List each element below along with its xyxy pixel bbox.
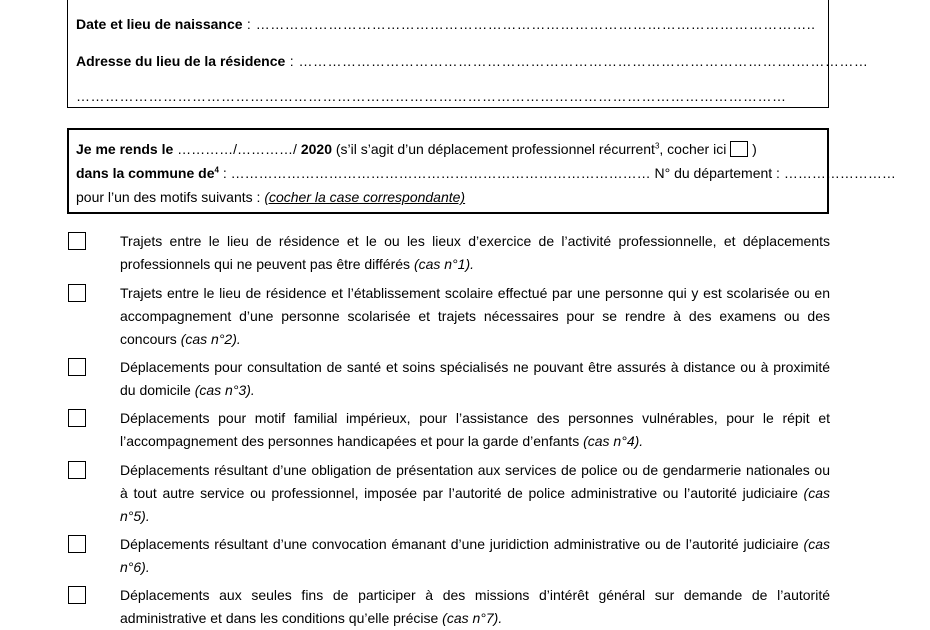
motifs-hint: (cocher la case correspondante) — [264, 189, 466, 205]
commune-row — [76, 165, 896, 181]
motif-case-7: (cas n°7). — [442, 610, 503, 626]
birth-label: Date et lieu de naissance — [76, 16, 243, 32]
motif-checkbox-5[interactable] — [68, 461, 86, 479]
motif-checkbox-1[interactable] — [68, 232, 86, 250]
address-line2[interactable] — [76, 88, 787, 104]
motif-checkbox-7[interactable] — [68, 586, 86, 604]
motif-checkbox-4[interactable] — [68, 409, 86, 427]
address-field-line2[interactable]: ………………………………………………………………………………………………………………………………… — [76, 88, 787, 104]
motif-text-2 — [120, 282, 830, 351]
motif-case-3: (cas n°3). — [194, 382, 255, 398]
motif-checkbox-3[interactable] — [68, 358, 86, 376]
commune-label: dans la commune de — [76, 165, 215, 181]
date-field[interactable]: …………/…………/ — [173, 141, 301, 157]
address-row — [76, 53, 868, 69]
motif-desc-3: Déplacements pour consultation de santé et soins spécialisés ne pouvant être assurés à distance ou à proximité du domicile — [120, 359, 830, 398]
motif-text-6 — [120, 533, 830, 579]
motif-text-1 — [120, 230, 830, 276]
motif-text-4 — [120, 407, 830, 453]
motif-desc-6: Déplacements résultant d’une convocation émanant d’une juridiction administrative ou de l’autorité judiciaire — [120, 536, 804, 552]
footnote-3: 3 — [654, 141, 660, 151]
birth-field[interactable]: : …………………………………………………………………………………………………….. — [242, 16, 816, 32]
motif-text-5 — [120, 459, 830, 528]
motif-desc-7: Déplacements aux seules fins de participer à des missions d’intérêt général sur demande de l’autorité administrative et dans les conditions qu’elle précise — [120, 587, 830, 626]
close-paren: ) — [748, 141, 757, 157]
motif-desc-2: Trajets entre le lieu de résidence et l’établissement scolaire effectué par une personne qui y est scolarisée ou en accompagnement d’une personne scolarisée et trajets nécessaires pour se rendre à des examens ou des concours — [120, 285, 830, 347]
motif-desc-4: Déplacements pour motif familial impérieux, pour l’assistance des personnes vulnérables, pour le répit et l’accompagnement des personnes handicapées et pour la garde d’enfants — [120, 410, 830, 449]
motif-checkbox-2[interactable] — [68, 284, 86, 302]
going-label: Je me rends le — [76, 141, 174, 157]
motif-desc-1: Trajets entre le lieu de résidence et le ou les lieux d’exercice de l’activité professionnelle, et déplacements professionnels qui ne peuvent pas être différés — [120, 233, 830, 272]
motif-checkbox-6[interactable] — [68, 535, 86, 553]
commune-field[interactable]: : ……………………………………………………………………………… N° du département : …………………… — [218, 165, 896, 181]
address-label: Adresse du lieu de la résidence — [76, 53, 286, 69]
recurring-checkbox[interactable] — [730, 141, 748, 157]
year: 2020 — [300, 141, 332, 157]
motif-case-4: (cas n°4). — [583, 433, 644, 449]
motif-case-6: (cas n°6). — [120, 536, 830, 575]
motifs-prefix: pour l’un des motifs suivants : — [76, 189, 265, 205]
motif-text-7 — [120, 584, 830, 630]
motif-case-2: (cas n°2). — [180, 331, 241, 347]
birth-row — [76, 16, 815, 32]
motifs-intro — [76, 189, 465, 205]
footnote-4: 4 — [214, 165, 219, 175]
trip-date-row — [76, 141, 757, 157]
motif-text-3 — [120, 356, 830, 402]
motif-case-5: (cas n°5). — [120, 485, 830, 524]
check-here-text: , cocher ici — [659, 141, 731, 157]
recurring-text: (s’il s’agit d’un déplacement professionnel récurrent — [332, 141, 655, 157]
address-field[interactable]: : ………………………………………………………………………………………….…………… — [285, 53, 869, 69]
motif-desc-5: Déplacements résultant d’une obligation de présentation aux services de police ou de gendarmerie nationales ou à tout autre service ou professionnel, imposée par l’autorité de police administrative ou l’autorité judiciaire — [120, 462, 830, 501]
motif-case-1: (cas n°1). — [413, 256, 474, 272]
